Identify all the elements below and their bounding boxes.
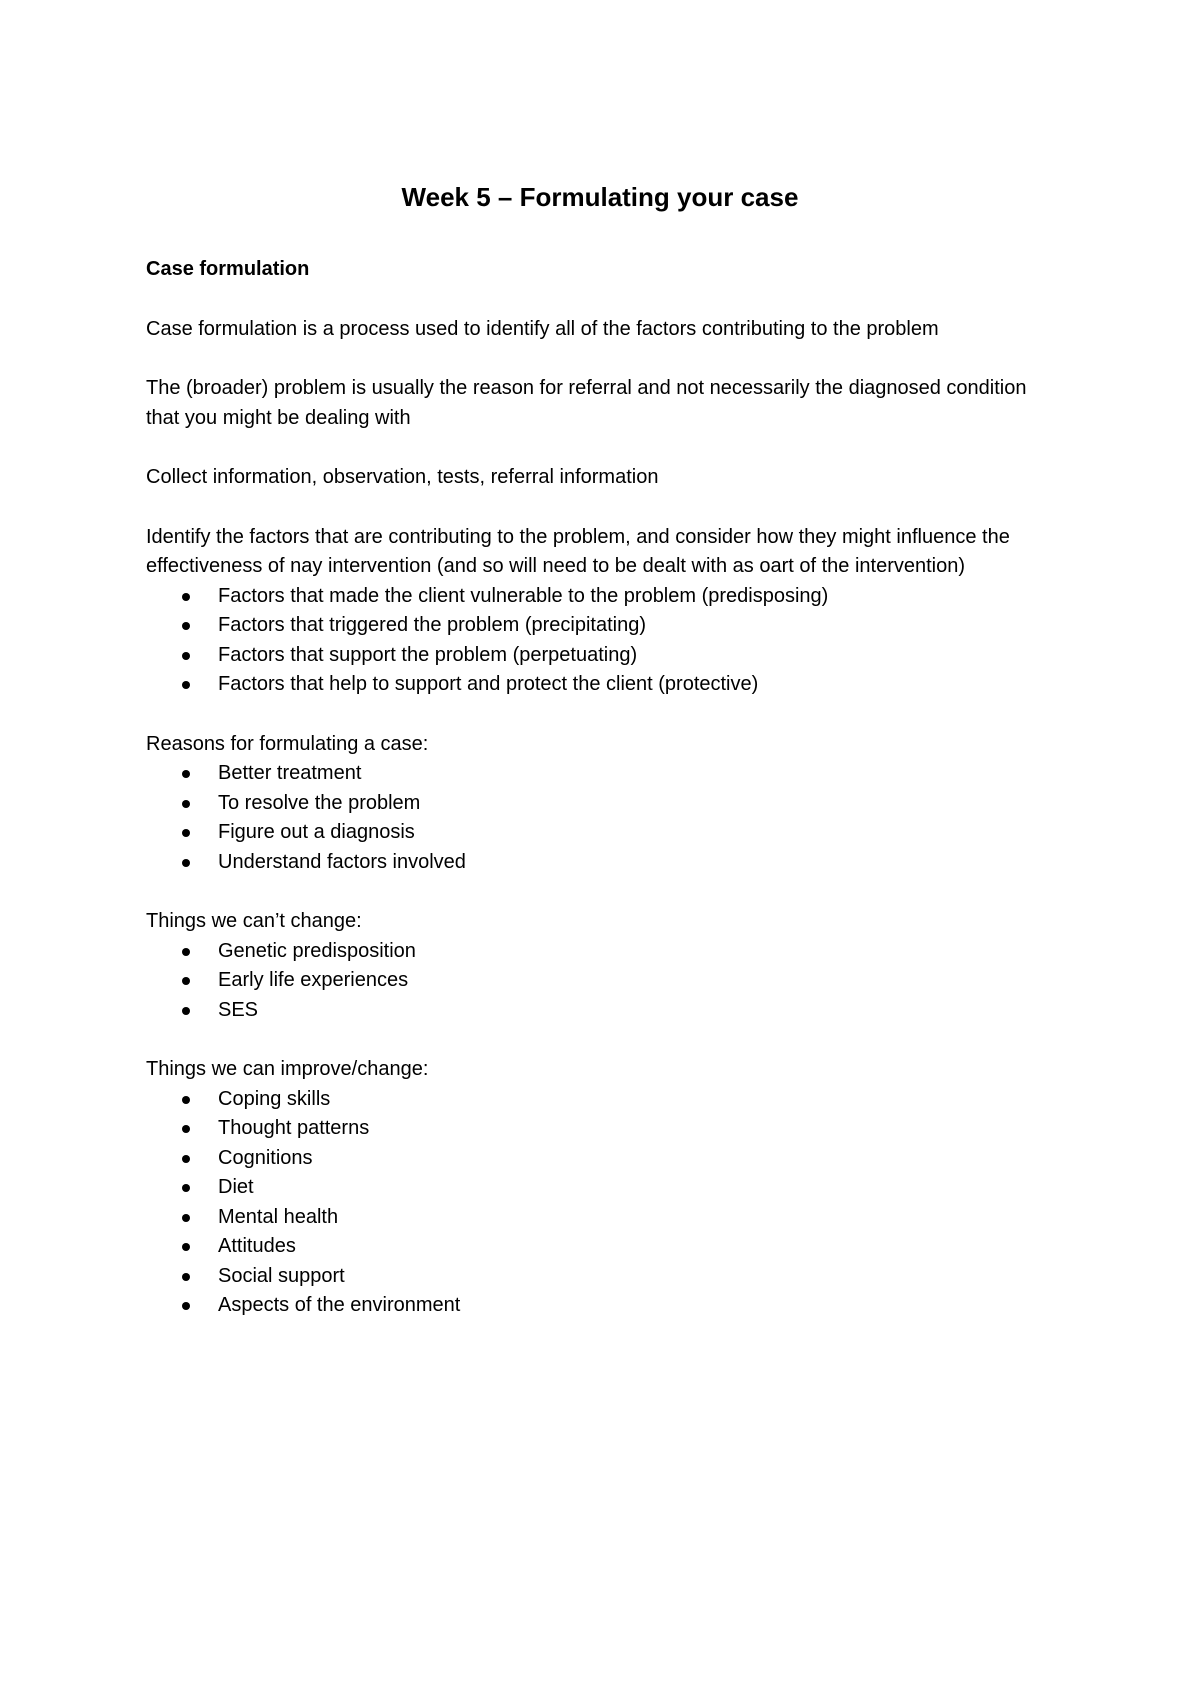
- bullet-icon: [182, 1155, 190, 1163]
- list-item: [146, 1114, 1046, 1144]
- list-item-text: Aspects of the environment: [218, 1294, 461, 1316]
- list-item-text: Mental health: [218, 1205, 339, 1228]
- list-item-text: Genetic predisposition: [218, 939, 416, 962]
- paragraph-broader-problem: The (broader) problem is usually the reason for referral and not necessarily the diagnosed condition that you might be dealing with: [146, 377, 1027, 429]
- list-item-text: Coping skills: [218, 1087, 331, 1110]
- list-item: [146, 818, 1046, 848]
- paragraph-gap: [146, 700, 1046, 730]
- list-item-text: Social support: [218, 1264, 345, 1287]
- list-item: [146, 1291, 1046, 1321]
- list-item-text: Early life experiences: [218, 969, 409, 991]
- list-item-text: Cognitions: [218, 1146, 313, 1169]
- list-item: [146, 1173, 1046, 1203]
- list-item: [146, 966, 1046, 996]
- bullet-icon: [182, 859, 190, 867]
- bullet-icon: [182, 652, 190, 660]
- paragraph-gap: [146, 285, 1046, 315]
- bullet-icon: [182, 829, 190, 837]
- list-item: [146, 1144, 1046, 1174]
- paragraph-gap: [146, 433, 1046, 463]
- bullet-icon: [182, 1214, 190, 1222]
- section-heading: Case formulation: [146, 258, 310, 280]
- list-item-text: Factors that support the problem (perpetuating): [218, 643, 638, 666]
- paragraph-gap: [146, 877, 1046, 907]
- list-item: [146, 1203, 1046, 1233]
- list-item: [146, 759, 1046, 789]
- bullet-icon: [182, 800, 190, 808]
- list-item-text: Figure out a diagnosis: [218, 821, 415, 843]
- list-item: [146, 582, 1046, 612]
- document-body: [146, 255, 1046, 1321]
- page-title: Week 5 – Formulating your case: [401, 182, 799, 212]
- reasons-list: [146, 759, 1046, 877]
- list-item: [146, 848, 1046, 878]
- list-item: [146, 1262, 1046, 1292]
- list-item: [146, 789, 1046, 819]
- factors-list: [146, 582, 1046, 700]
- list-item: [146, 670, 1046, 700]
- cant-change-label: Things we can’t change:: [146, 910, 362, 932]
- list-item-text: Factors that triggered the problem (precipitating): [218, 614, 646, 636]
- list-item-text: Attitudes: [218, 1235, 296, 1257]
- bullet-icon: [182, 1096, 190, 1104]
- bullet-icon: [182, 681, 190, 689]
- list-item: [146, 996, 1046, 1026]
- paragraph-gap: [146, 344, 1046, 374]
- list-item: [146, 611, 1046, 641]
- bullet-icon: [182, 1184, 190, 1192]
- list-item: [146, 1085, 1046, 1115]
- paragraph-gap: [146, 493, 1046, 523]
- list-item: [146, 641, 1046, 671]
- list-item-text: Factors that help to support and protect the client (protective): [218, 673, 759, 695]
- bullet-icon: [182, 622, 190, 630]
- paragraph-collect-info: Collect information, observation, tests, referral information: [146, 466, 659, 488]
- list-item-text: To resolve the problem: [218, 791, 421, 814]
- cant-change-list: [146, 937, 1046, 1026]
- bullet-icon: [182, 977, 190, 985]
- list-item-text: Thought patterns: [218, 1117, 370, 1139]
- can-change-label: Things we can improve/change:: [146, 1058, 429, 1080]
- bullet-icon: [182, 1007, 190, 1015]
- bullet-icon: [182, 770, 190, 778]
- bullet-icon: [182, 1243, 190, 1251]
- reasons-label: Reasons for formulating a case:: [146, 732, 429, 755]
- list-item-text: Understand factors involved: [218, 850, 466, 873]
- bullet-icon: [182, 1302, 190, 1310]
- list-item: [146, 937, 1046, 967]
- bullet-icon: [182, 948, 190, 956]
- paragraph-definition: Case formulation is a process used to identify all of the factors contributing to the problem: [146, 317, 939, 340]
- list-item-text: Better treatment: [218, 762, 362, 784]
- bullet-icon: [182, 1125, 190, 1133]
- paragraph-gap: [146, 1025, 1046, 1055]
- list-item-text: SES: [218, 998, 259, 1021]
- can-change-list: [146, 1085, 1046, 1321]
- list-item-text: Diet: [218, 1176, 254, 1198]
- bullet-icon: [182, 593, 190, 601]
- paragraph-identify-factors: Identify the factors that are contributing to the problem, and consider how they might influence the effectiveness of nay intervention (and so will need to be dealt with as oart of the intervention): [146, 525, 1010, 577]
- list-item: [146, 1232, 1046, 1262]
- list-item-text: Factors that made the client vulnerable to the problem (predisposing): [218, 584, 829, 607]
- bullet-icon: [182, 1273, 190, 1281]
